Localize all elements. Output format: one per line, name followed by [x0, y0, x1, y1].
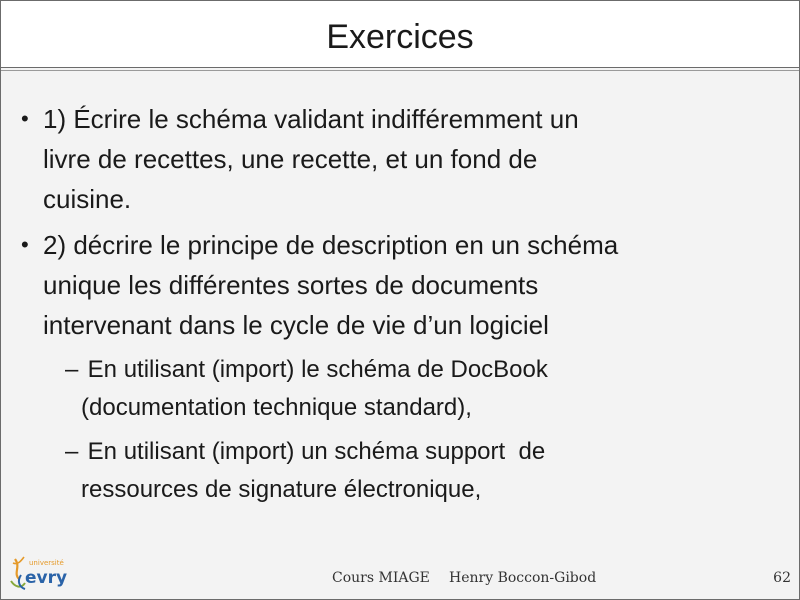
footer-author: Henry Boccon-Gibod — [449, 570, 597, 586]
footer — [1, 567, 799, 591]
sub-item-line: (documentation technique standard), — [81, 394, 472, 421]
bullet-item-2 — [19, 225, 789, 345]
slide-content — [19, 99, 789, 515]
slide-title: Exercices — [326, 18, 474, 56]
bullet-item-line: unique les différentes sortes de documents — [43, 270, 539, 300]
bullet-item-line: intervenant dans le cycle de vie d’un logiciel — [43, 310, 549, 340]
logo-top-text: université — [29, 559, 64, 567]
sub-item-1 — [19, 351, 789, 427]
bullet-icon: • — [21, 232, 29, 257]
sub-item-line: En utilisant (import) un schéma support de — [81, 438, 546, 465]
bullet-item-line: 2) décrire le principe de description en un schéma — [43, 230, 619, 260]
page-number: 62 — [773, 570, 791, 586]
sub-item-line: En utilisant (import) le schéma de DocBook — [81, 356, 548, 383]
logo-main-text: evry — [25, 568, 68, 588]
bullet-icon: • — [21, 106, 29, 131]
title-bar — [1, 1, 799, 68]
bullet-item-line: 1) Écrire le schéma validant indifféremment un — [43, 104, 579, 134]
bullet-item-1 — [19, 99, 789, 219]
footer-course: Cours MIAGE — [332, 570, 430, 586]
sub-item-line: ressources de signature électronique, — [81, 476, 482, 503]
bullet-item-line: livre de recettes, une recette, et un fond de — [43, 144, 538, 174]
sub-item-2 — [19, 433, 789, 509]
dash-icon: – — [65, 356, 79, 383]
bullet-item-line: cuisine. — [43, 184, 132, 214]
dash-icon: – — [65, 438, 79, 465]
